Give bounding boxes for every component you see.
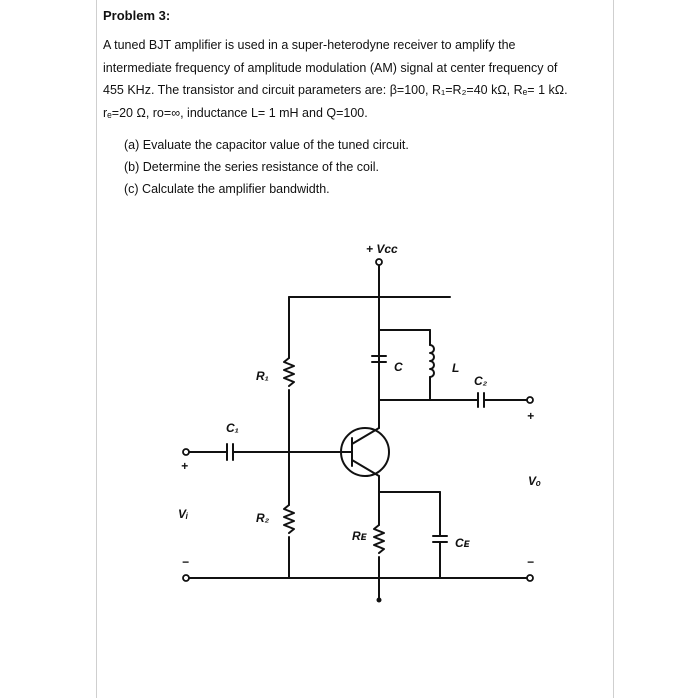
r2-resistor: [284, 505, 294, 533]
l-label: L: [452, 361, 460, 375]
input-ground-terminal: [183, 575, 189, 581]
c2-label: C₂: [474, 374, 488, 388]
part-c: (c) Calculate the amplifier bandwidth.: [124, 182, 330, 196]
output-plus-label: +: [527, 409, 535, 423]
vcc-terminal: [376, 259, 382, 265]
r1-resistor: [284, 358, 294, 386]
statement-line: rₑ=20 Ω, ro=∞, inductance L= 1 mH and Q=100.: [103, 105, 368, 120]
input-plus-label: +: [181, 459, 189, 473]
inductor-coil: [430, 345, 434, 377]
vi-label: Vᵢ: [178, 507, 189, 521]
ce-label: Cᴇ: [455, 536, 470, 550]
c-label: C: [394, 360, 403, 374]
problem-title: Problem 3:: [103, 8, 171, 23]
r1-label: R₁: [256, 369, 269, 383]
output-minus-label: −: [527, 555, 535, 569]
re-resistor: [374, 525, 384, 553]
statement-line: 455 KHz. The transistor and circuit parameters are: β=100, R₁=R₂=40 kΩ, Rₑ= 1 kΩ.: [103, 83, 568, 97]
part-a: (a) Evaluate the capacitor value of the tuned circuit.: [124, 138, 409, 152]
statement-line: A tuned BJT amplifier is used in a super-heterodyne receiver to amplify the: [103, 38, 516, 52]
c1-label: C₁: [226, 421, 239, 435]
input-minus-label: −: [182, 555, 190, 569]
vo-label: Vₒ: [528, 474, 542, 488]
re-label: Rᴇ: [352, 529, 367, 543]
output-terminal: [527, 397, 533, 403]
vcc-label: + Vcc: [366, 242, 398, 256]
output-ground-terminal: [527, 575, 533, 581]
r2-label: R₂: [256, 511, 270, 525]
statement-line: intermediate frequency of amplitude modulation (AM) signal at center frequency of: [103, 60, 558, 75]
ground-node: [377, 598, 382, 603]
part-b: (b) Determine the series resistance of the coil.: [124, 160, 379, 174]
input-terminal: [183, 449, 189, 455]
